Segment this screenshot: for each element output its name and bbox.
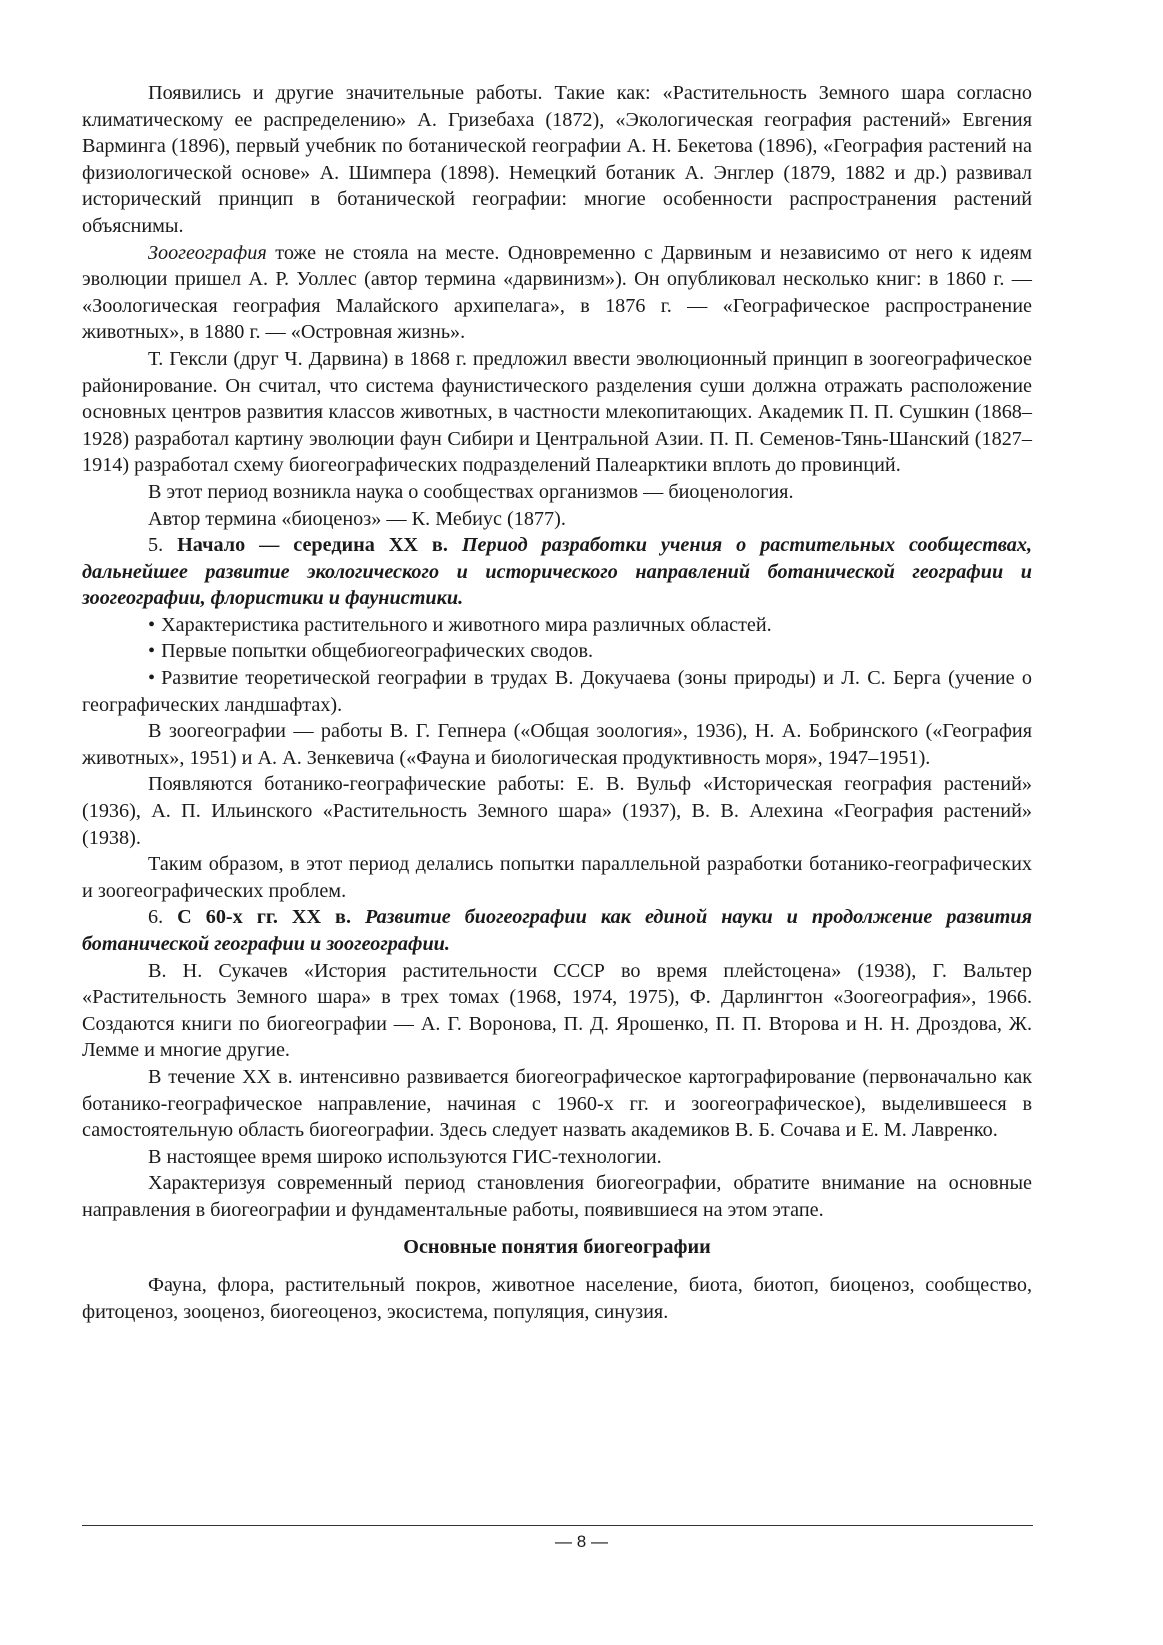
bullet-text: Развитие теоретической географии в трудах В. Докучаева (зоны природы) и Л. С. Берга (учение о географических ландшафтах). xyxy=(82,667,1032,716)
paragraph-zoogeography-works: В зоогеографии — работы В. Г. Гепнера («Общая зоология», 1936), Н. А. Бобринского («География животных», 1951) и А. А. Зенкевича («Фауна и биологическая продуктивность моря», 1947–1951). xyxy=(82,720,1032,769)
bullet-icon: • xyxy=(148,640,156,663)
bullet-item xyxy=(82,638,1032,665)
zoogeography-term: Зоогеография xyxy=(148,241,267,264)
bullet-text: Первые попытки общебиогеографических сводов. xyxy=(161,640,594,663)
paragraph-botanical-works: Появляются ботанико-географические работы: Е. В. Вульф «Историческая география растений» (1936), А. П. Ильинского «Растительность Земного шара» (1937), В. В. Алехина «География растений» (1938). xyxy=(82,773,1032,849)
period-6-title: Развитие биогеографии как единой науки и продолжение развития ботанической географии и зоогеографии. xyxy=(82,906,1032,955)
paragraph-biocenosis-author: Автор термина «биоценоз» — К. Мебиус (1877). xyxy=(148,507,566,530)
paragraph-mapping: В течение XX в. интенсивно развивается биогеографическое картографирование (первоначально как ботанико-географическое направление, начиная с 1960-х гг. и зоогеографическое), выделившееся в самостоятельную область биогеографии. Здесь следует назвать академиков В. Б. Сочава и Е. М. Лавренко. xyxy=(82,1065,1032,1142)
footer-divider xyxy=(82,1525,1033,1526)
document-page xyxy=(82,80,1032,1325)
paragraph-parallel-development: Таким образом, в этот период делались попытки параллельной разработки ботанико-географических и зоогеографических проблем. xyxy=(82,853,1032,902)
period-6-number: 6. xyxy=(148,906,178,929)
bullet-item xyxy=(82,665,1032,718)
period-5-number: 5. xyxy=(148,534,178,557)
period-6-heading xyxy=(82,904,1032,957)
paragraph-modern-period: Характеризуя современный период становления биогеографии, обратите внимание на основные направления в биогеографии и фундаментальные работы, появившиеся на этом этапе. xyxy=(82,1172,1032,1221)
bullet-item xyxy=(82,612,1032,639)
paragraph-zoogeography xyxy=(82,240,1032,346)
bullet-icon: • xyxy=(148,667,156,690)
section-heading: Основные понятия биогеографии xyxy=(403,1235,711,1258)
bullet-icon: • xyxy=(148,613,156,636)
paragraph-gis: В настоящее время широко используются ГИС-технологии. xyxy=(148,1145,662,1168)
paragraph-biocenology: В этот период возникла наука о сообществах организмов — биоценология. xyxy=(148,480,794,503)
paragraph-huxley: Т. Гексли (друг Ч. Дарвина) в 1868 г. предложил ввести эволюционный принцип в зоогеографическое районирование. Он считал, что система фаунистического разделения суши должна отражать расположение основных центров развития классов животных, в частности млекопитающих. Академик П. П. Сушкин (1868–1928) разработал картину эволюции фаун Сибири и Центральной Азии. П. П. Семенов-Тянь-Шанский (1827–1914) разработал схему биогеографических подразделений Палеарктики вплоть до провинций. xyxy=(82,347,1032,477)
paragraph-concepts: Фауна, флора, растительный покров, животное население, биота, биотоп, биоценоз, сообщество, фитоценоз, зооценоз, биогеоценоз, экосистема, популяция, синузия. xyxy=(82,1274,1032,1323)
page-number: — 8 — xyxy=(555,1532,608,1551)
paragraph-other-works: Появились и другие значительные работы. Такие как: «Растительность Земного шара согласно климатическому ее распределению» А. Гризебаха (1872), «Экологическая география растений» Евгения Варминга (1896), первый учебник по ботанической географии А. Н. Бекетова (1896), «География растений на физиологической основе» А. Шимпера (1898). Немецкий ботаник А. Энглер (1879, 1882 и др.) развивал исторический принцип в ботанической географии: многие особенности распространения растений объяснимы. xyxy=(82,82,1032,237)
period-6-dates: С 60-х гг. XX в. xyxy=(177,906,352,929)
period-5-dates: Начало — середина XX в. xyxy=(177,534,448,557)
period-5-heading xyxy=(82,532,1032,612)
bullet-text: Характеристика растительного и животного мира различных областей. xyxy=(161,613,772,636)
period-5-title: Период разработки учения о растительных сообществах, дальнейшее развитие экологического и исторического направлений ботанической географии и зоогеографии, флористики и фаунистики. xyxy=(82,534,1033,610)
paragraph-sukachev: В. Н. Сукачев «История растительности СССР во время плейстоцена» (1938), Г. Вальтер «Растительность Земного шара» в трех томах (1968, 1974, 1975), Ф. Дарлингтон «Зоогеография», 1966. Создаются книги по биогеографии — А. Г. Воронова, П. Д. Ярошенко, П. П. Второва и Н. Н. Дроздова, Ж. Лемме и многие другие. xyxy=(82,959,1032,1062)
zoogeography-text: тоже не стояла на месте. Одновременно с Дарвиным и независимо от него к идеям эволюции пришел А. Р. Уоллес (автор термина «дарвинизм»). Он опубликовал несколько книг: в 1860 г. — «Зоологическая география Малайского архипелага», в 1876 г. — «Географическое распространение животных», в 1880 г. — «Островная жизнь». xyxy=(82,241,1032,344)
